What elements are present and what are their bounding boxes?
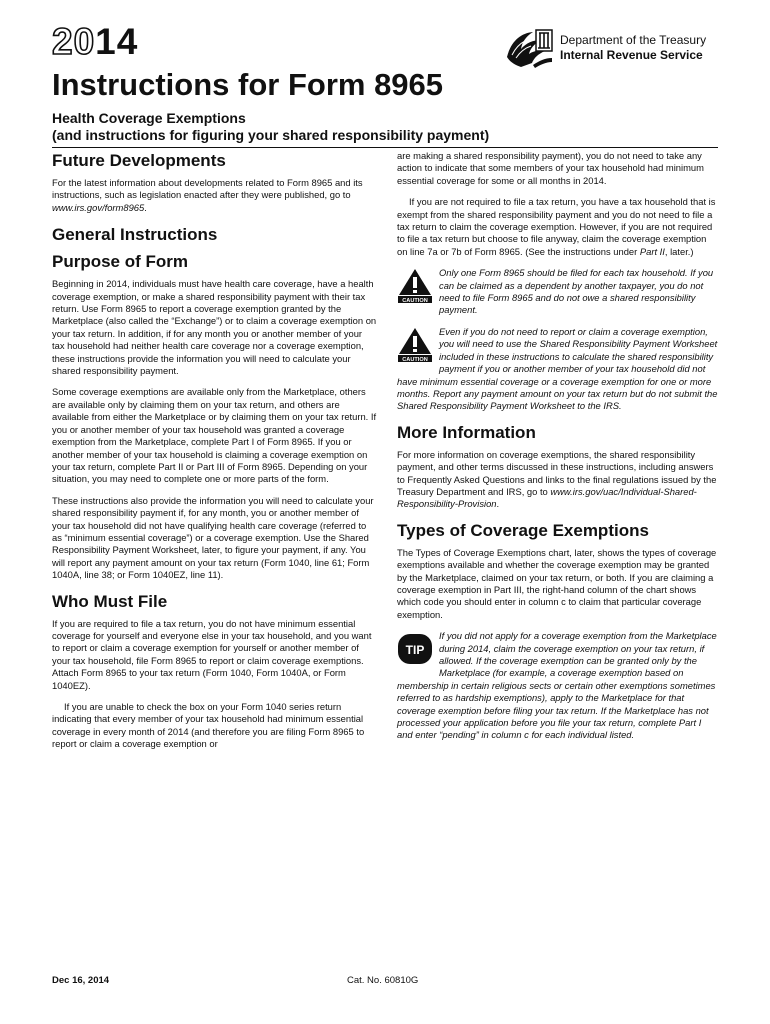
more-information-text: For more information on coverage exemptions, the shared responsibility payment, and other terms discussed in these instructions, including answers to Frequently Asked Questions and links to the final regulations issued by the Treasury Department and IRS, go to www.irs.gov/uac/Individual-Shared-Responsibility-Provision. <box>397 448 717 510</box>
tip-text: If you did not apply for a coverage exemption from the Marketplace during 2014, claim the coverage exemption on your tax return, if allowed. If the coverage exemption can be granted only by the Marketplace (for example, a coverage exemption based on membership in certain religious sects or certain other exemptions sometimes referred to as hardship exemptions), apply to the Marketplace for that coverage exemption before filing your tax return. If the Marketplace has not processed your application before you file your tax return, complete Part I and enter “pending” in column c for each individual listed. <box>397 630 717 741</box>
left-column <box>52 150 377 760</box>
tax-year-solid: 14 <box>95 21 139 62</box>
who-must-file-paragraph-2: If you are unable to check the box on your Form 1040 series return indicating that every member of your tax household had minimum essential coverage in every month of 2014 (and therefore you are filing Form 8965 to report or claim a coverage exemption or <box>52 701 365 750</box>
tax-year-outline: 20 <box>52 21 96 62</box>
future-developments-heading: Future Developments <box>52 151 226 170</box>
footer-catalog-number: Cat. No. 60810G <box>347 975 419 986</box>
tip-note <box>397 630 719 742</box>
caution-text-2: Even if you do not need to report or claim a coverage exemption, you will need to use the Shared Responsibility Payment Worksheet included in these instructions to calculate the shared responsibility payment if you or another member of your tax household did not have minimum essential coverage or a coverage exemption for one or more months. Report any payment amount on your tax return but do not submit the Shared Responsibility Payment Worksheet to the IRS. <box>397 325 718 412</box>
purpose-paragraph-1: Beginning in 2014, individuals must have health care coverage, have a health coverage exemption, or make a shared responsibility payment with their tax return. Use Form 8965 to report a coverage exemption granted by the Marketplace (also called the “Exchange”) or to claim a coverage exemption on your tax return. In addition, if for any month you or another member of your tax household had neither health care coverage nor a coverage exemption, these instructions provide the information you will need to calculate your shared responsibility payment. <box>52 278 377 377</box>
caution-text-1: Only one Form 8965 should be filed for each tax household. If you can be claimed as a dependent by another taxpayer, you do not need to file Form 8965 and do not owe a shared responsibility payment. <box>439 267 714 316</box>
form8965-link[interactable]: www.irs.gov/form8965 <box>52 201 145 213</box>
caution-note-1 <box>397 267 719 317</box>
not-required-paragraph: If you are not required to file a tax return, you have a tax household that is exempt from the shared responsibility payment and you do not need to file a tax return to claim the coverage exemption. However, if you are not required to file a tax return but choose to file anyway, claim the coverage exemption on line 7a or 7b of Form 8965. (See the instructions under Part II, later.) <box>397 196 716 257</box>
caution-label: CAUTION <box>402 298 428 305</box>
tip-label: TIP <box>405 643 425 658</box>
purpose-paragraph-3: These instructions also provide the information you will need to calculate your shared responsibility payment if, for any month, you or another member of your tax household did not have qualifying health care coverage (referred to as “minimum essential coverage”) or a coverage exemption. Use the Shared Responsibility Payment Worksheet, later, to figure your payment, if any. You will report any payment amount on your tax return (Form 1040, line 61; Form 1040A, line 38; or Form 1040EZ, line 11). <box>52 494 374 581</box>
general-instructions-heading: General Instructions <box>52 225 218 245</box>
future-developments-text: For the latest information about developments related to Form 8965 and its instructions, such as legislation enacted after they were published, go to www.irs.gov/form8965. <box>52 177 363 213</box>
right-column <box>397 150 719 751</box>
caution-note-2 <box>397 326 719 413</box>
agency-block <box>560 33 706 63</box>
footer-date: Dec 16, 2014 <box>52 975 110 986</box>
agency-name: Internal Revenue Service <box>560 48 703 62</box>
department-name: Department of the Treasury <box>560 33 707 47</box>
more-information-heading: More Information <box>397 422 536 442</box>
types-of-exemptions-heading: Types of Coverage Exemptions <box>397 520 649 540</box>
caution-icon <box>397 327 433 363</box>
caution-icon <box>397 268 433 304</box>
part-ii-reference: Part II <box>639 245 665 257</box>
purpose-of-form-heading: Purpose of Form <box>52 252 189 272</box>
subtitle-line-1: Health Coverage Exemptions <box>52 110 246 126</box>
purpose-paragraph-2: Some coverage exemptions are available only from the Marketplace, others are available only by claiming them on your tax return, and others are available from either the Marketplace or by claiming them on your tax return. If you or another member of your tax household was granted a coverage exemption from the Marketplace, complete Part I of Form 8965. If you or another member of your tax household is claiming a coverage exemption on your tax return, complete Part II or Part III of Form 8965. Depending on your situation, you may need to complete one or more parts of the form. <box>52 386 377 485</box>
types-of-exemptions-text: The Types of Coverage Exemptions chart, later, shows the types of coverage exemptions available and whether the coverage exemption may be granted by the Marketplace, claimed on your tax return, or both. If you are claiming a coverage exemption in Part III, the right-hand column of the chart shows which code you should enter in column c to claim that particular coverage exemption. <box>397 546 717 620</box>
subtitle-line-2: (and instructions for figuring your shared responsibility payment) <box>52 127 490 143</box>
uac-link[interactable]: www.irs.gov/uac/Individual-Shared-Responsibility-Provision <box>397 485 697 510</box>
who-must-file-heading: Who Must File <box>52 591 168 611</box>
tip-icon <box>397 631 433 667</box>
caution-label: CAUTION <box>402 356 428 363</box>
continued-paragraph: are making a shared responsibility payment), you do not need to take any action to indicate that some members of your tax household had minimum essential coverage for some or all months in 2014. <box>397 150 704 186</box>
document-title: Instructions for Form 8965 <box>52 67 444 102</box>
who-must-file-paragraph-1: If you are required to file a tax return, you do not have minimum essential coverage for yourself and everyone else in your tax household, and you want to report or claim a coverage exemption for yourself or another member of your tax household, file Form 8965 to report or claim coverage exemptions. Attach Form 8965 to your tax return (Form 1040, Form 1040A, or Form 1040EZ). <box>52 617 372 691</box>
irs-eagle-logo-icon <box>503 27 555 71</box>
header-divider <box>52 147 718 148</box>
tax-year <box>52 22 138 62</box>
